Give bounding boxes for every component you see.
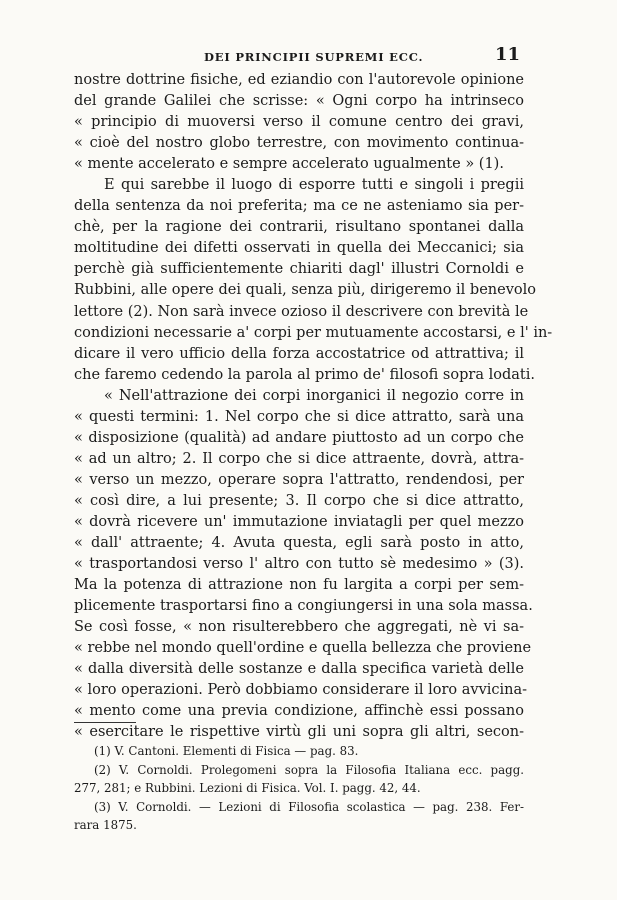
text-line: che faremo cedendo la parola al primo de' filosofi sopra lodati. <box>74 366 535 383</box>
text-line: Rubbini, alle opere dei quali, senza più, dirigeremo il benevolo <box>74 282 536 299</box>
footnote-divider <box>74 722 136 723</box>
footnote-line: rara 1875. <box>74 818 137 832</box>
text-line: « ad un altro; 2. Il corpo che si dice attraente, dovrà, attra- <box>74 450 524 467</box>
footnote-line: (2) V. Cornoldi. Prolegomeni sopra la Filosofia Italiana ecc. pagg. <box>94 762 524 777</box>
text-line: condizioni necessarie a' corpi per mutuamente accostarsi, e l' in- <box>74 324 553 341</box>
text-line: « mente accelerato e sempre accelerato ugualmente » (1). <box>74 156 504 173</box>
text-line: E qui sarebbe il luogo di esporre tutti e singoli i pregii <box>104 177 524 194</box>
footnotes <box>74 742 524 835</box>
text-line: perchè già sufficientemente chiariti dagl' illustri Cornoldi e <box>74 261 524 278</box>
text-line: « principio di muoversi verso il comune centro dei gravi, <box>74 114 524 131</box>
text-line: plicemente trasportarsi fino a congiungersi in una sola massa. <box>74 598 533 615</box>
text-line: « così dire, a lui presente; 3. Il corpo che si dice attratto, <box>74 492 524 509</box>
text-line: « rebbe nel mondo quell'ordine e quella bellezza che proviene <box>74 640 532 657</box>
text-line: « dall' attraente; 4. Avuta questa, egli sarà posto in atto, <box>74 535 524 552</box>
running-title: DEI PRINCIPII SUPREMI ECC. <box>204 50 424 64</box>
page-header <box>74 44 520 68</box>
text-line: nostre dottrine fisiche, ed eziandio con l'autorevole opinione <box>74 72 524 88</box>
text-line: « Nell'attrazione dei corpi inorganici il negozio corre in <box>104 387 524 404</box>
text-line: lettore (2). Non sarà invece ozioso il descrivere con brevità le <box>74 303 529 320</box>
text-line: Se così fosse, « non risulterebbero che aggregati, nè vi sa- <box>74 619 524 636</box>
footnote-line: 277, 281; e Rubbini. Lezioni di Fisica. Vol. I. pagg. 42, 44. <box>74 781 421 795</box>
text-line: « questi termini: 1. Nel corpo che si dice attratto, sarà una <box>74 408 524 425</box>
text-line: dicare il vero ufficio della forza accostatrice od attrattiva; il <box>74 345 524 362</box>
text-line: « dovrà ricevere un' immutazione inviatagli per quel mezzo <box>74 513 524 530</box>
body-text <box>74 70 553 744</box>
text-line: Ma la potenza di attrazione non fu largita a corpi per sem- <box>74 577 524 594</box>
footnote-line: (3) V. Cornoldi. — Lezioni di Filosofia scolastica — pag. 238. Fer- <box>94 799 524 814</box>
footnote-line: (1) V. Cantoni. Elementi di Fisica — pag. 83. <box>94 744 359 758</box>
text-line: chè, per la ragione dei contrarii, risultano spontanei dalla <box>74 219 524 236</box>
page-number: 11 <box>494 44 520 65</box>
text-line: « dalla diversità delle sostanze e dalla specifica varietà delle <box>74 661 524 678</box>
text-line: del grande Galilei che scrisse: « Ogni corpo ha intrinseco <box>74 93 524 110</box>
text-line: « trasportandosi verso l' altro con tutto sè medesimo » (3). <box>74 556 524 573</box>
text-line: « disposizione (qualità) ad andare piuttosto ad un corpo che <box>74 429 524 446</box>
text-line: della sentenza da noi preferita; ma ce ne asteniamo sia per- <box>74 198 524 215</box>
text-line: « mento come una previa condizione, affinchè essi possano <box>74 703 524 720</box>
text-line: « verso un mezzo, operare sopra l'attratto, rendendosi, per <box>74 471 524 488</box>
text-line: moltitudine dei difetti osservati in quella dei Meccanici; sia <box>74 240 524 257</box>
text-line: « loro operazioni. Però dobbiamo considerare il loro avvicina- <box>74 682 528 699</box>
text-line: « esercitare le rispettive virtù gli uni sopra gli altri, secon- <box>74 724 524 741</box>
text-line: « cioè del nostro globo terrestre, con movimento continua- <box>74 135 524 152</box>
